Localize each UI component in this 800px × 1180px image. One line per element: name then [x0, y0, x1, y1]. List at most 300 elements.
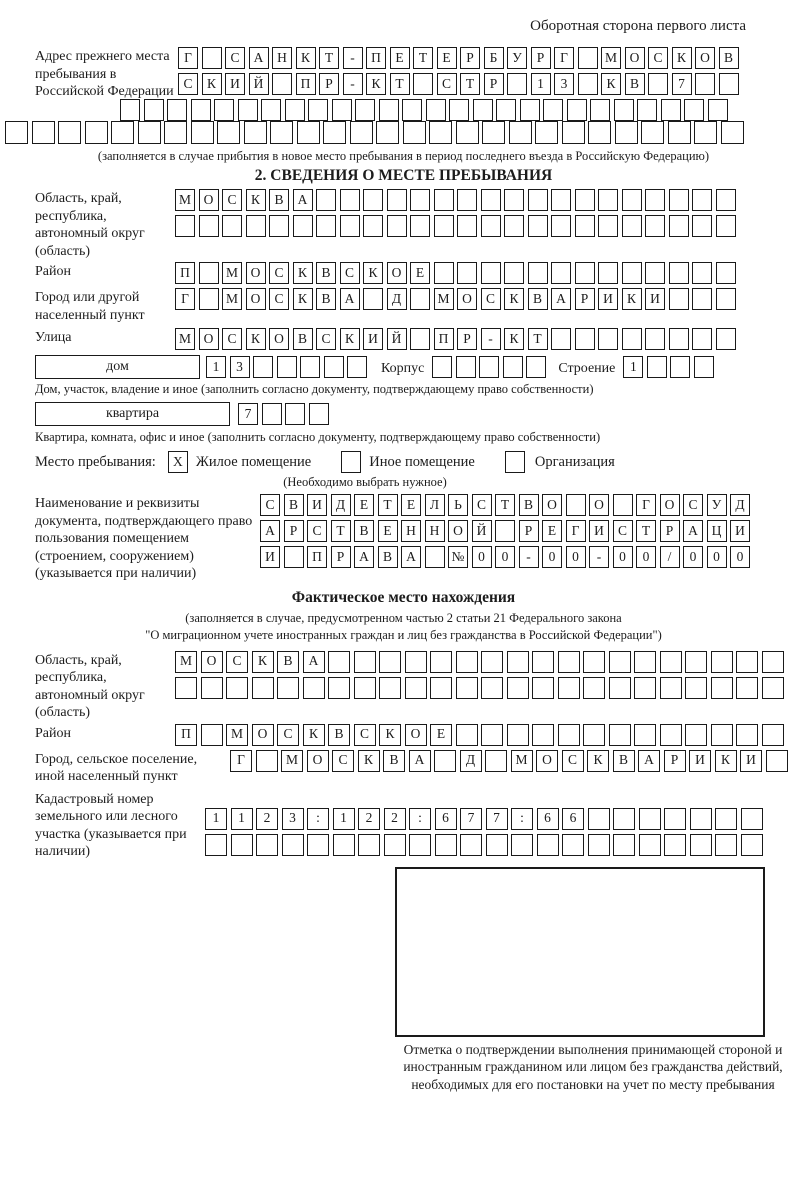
char-cell: Р [457, 328, 477, 350]
char-cell [575, 215, 595, 237]
char-cell [558, 677, 580, 699]
char-cell [711, 651, 733, 673]
char-cell [588, 121, 611, 144]
prev-address-cell-rows [178, 47, 739, 121]
char-cell: 6 [562, 808, 584, 830]
prev-address-footnote: (заполняется в случае прибытия в новое место пребывания в период последнего въезда в Российскую Федерацию) [97, 149, 710, 163]
char-cell: О [625, 47, 645, 69]
char-cell: Е [430, 724, 452, 746]
char-cell [543, 99, 563, 121]
char-cell [111, 121, 134, 144]
char-cell [425, 546, 445, 568]
stay-option-other-label: Иное помещение [369, 453, 475, 470]
char-cell: 0 [542, 546, 562, 568]
actual-district-cells-row [175, 724, 784, 746]
district-block [35, 262, 772, 284]
char-cell: К [246, 189, 266, 211]
char-cell [284, 546, 304, 568]
char-cell [285, 99, 305, 121]
char-cell [695, 73, 715, 95]
actual-district-label: Район [35, 725, 71, 741]
char-cell [648, 73, 668, 95]
char-cell [332, 99, 352, 121]
char-cell: Г [554, 47, 574, 69]
stay-type-label: Место пребывания: [35, 453, 156, 470]
char-cell [716, 215, 736, 237]
apartment-row [35, 402, 772, 426]
char-cell [308, 99, 328, 121]
confirmation-stamp-caption: Отметка о подтверждении выполнения принимающей стороной и иностранным гражданином или лицом без гражданства действий, необходимых для его постановки на учет по месту пребывания [403, 1041, 783, 1092]
char-cell: Р [575, 288, 595, 310]
stroenie-cells [623, 356, 714, 378]
char-cell: - [343, 47, 363, 69]
char-cell [307, 834, 329, 856]
char-cell [358, 834, 380, 856]
prev-address-cells-row-3 [120, 99, 739, 121]
char-cell: Н [425, 520, 445, 542]
char-cell [736, 724, 758, 746]
char-cell [277, 677, 299, 699]
actual-location-note-1: (заполняется в случае, предусмотренном частью 2 статьи 21 Федерального закона [185, 610, 622, 625]
char-cell [479, 356, 499, 378]
char-cell: 1 [205, 808, 227, 830]
char-cell [430, 651, 452, 673]
char-cell: Д [460, 750, 482, 772]
char-cell: О [246, 262, 266, 284]
char-cell: И [589, 520, 609, 542]
char-cell [503, 356, 523, 378]
char-cell [504, 215, 524, 237]
char-cell: Й [387, 328, 407, 350]
char-cell: В [519, 494, 539, 516]
char-cell: С [277, 724, 299, 746]
korpus-label: Корпус [381, 360, 425, 376]
char-cell [144, 99, 164, 121]
char-cell [694, 356, 714, 378]
char-cell: Й [249, 73, 269, 95]
apartment-cells [238, 403, 329, 425]
char-cell [669, 215, 689, 237]
char-cell: Г [178, 47, 198, 69]
house-caption: Дом, участок, владение и иное (заполнить согласно документу, подтверждающему право собственности) [35, 382, 594, 396]
char-cell: Р [331, 546, 351, 568]
street-label: Улица [35, 330, 72, 345]
char-cell [526, 356, 546, 378]
cadastre-cells-row-2 [205, 834, 763, 856]
char-cell [622, 189, 642, 211]
char-cell [590, 99, 610, 121]
char-cell: О [695, 47, 715, 69]
char-cell [634, 677, 656, 699]
char-cell [762, 724, 784, 746]
char-cell: К [293, 288, 313, 310]
char-cell [716, 328, 736, 350]
char-cell [435, 834, 457, 856]
char-cell [575, 262, 595, 284]
char-cell [387, 189, 407, 211]
char-cell: К [246, 328, 266, 350]
char-cell: И [225, 73, 245, 95]
char-cell [410, 215, 430, 237]
char-cell: - [481, 328, 501, 350]
char-cell: Т [460, 73, 480, 95]
actual-region-label: Область, край, республика, автономный округ (область) [35, 652, 145, 720]
char-cell [253, 356, 273, 378]
char-cell [598, 262, 618, 284]
char-cell: И [363, 328, 383, 350]
char-cell: А [401, 546, 421, 568]
stay-option-residential-label: Жилое помещение [195, 453, 312, 470]
char-cell: О [252, 724, 274, 746]
char-cell [238, 99, 258, 121]
char-cell [504, 262, 524, 284]
char-cell [567, 99, 587, 121]
char-cell: К [715, 750, 737, 772]
char-cell [175, 215, 195, 237]
char-cell [303, 677, 325, 699]
char-cell [551, 262, 571, 284]
char-cell: П [175, 724, 197, 746]
char-cell: В [383, 750, 405, 772]
char-cell: О [201, 651, 223, 673]
char-cell [456, 677, 478, 699]
char-cell [634, 724, 656, 746]
char-cell: 0 [730, 546, 750, 568]
char-cell: М [175, 651, 197, 673]
char-cell: О [387, 262, 407, 284]
char-cell [402, 99, 422, 121]
char-cell: О [307, 750, 329, 772]
prev-address-label: Адрес прежнего места пребывания в Российской Федерации [35, 49, 174, 99]
char-cell [766, 750, 788, 772]
region-cell-rows [175, 189, 736, 237]
char-cell: К [587, 750, 609, 772]
region-cells-row-1 [175, 189, 736, 211]
char-cell [262, 403, 282, 425]
char-cell: В [354, 520, 374, 542]
char-cell: О [457, 288, 477, 310]
char-cell: Е [410, 262, 430, 284]
char-cell: И [740, 750, 762, 772]
char-cell [690, 808, 712, 830]
char-cell [613, 808, 635, 830]
char-cell: 1 [333, 808, 355, 830]
actual-city-label: Город, сельское поселение, иной населенный пункт [35, 751, 198, 784]
char-cell [528, 262, 548, 284]
char-cell: П [296, 73, 316, 95]
char-cell [660, 651, 682, 673]
char-cell: В [316, 288, 336, 310]
char-cell [481, 215, 501, 237]
char-cell [507, 724, 529, 746]
char-cell: Т [319, 47, 339, 69]
char-cell [120, 99, 140, 121]
char-cell: Н [401, 520, 421, 542]
char-cell: В [528, 288, 548, 310]
char-cell [715, 808, 737, 830]
char-cell: № [448, 546, 468, 568]
char-cell: Р [484, 73, 504, 95]
char-cell [622, 215, 642, 237]
char-cell: М [434, 288, 454, 310]
char-cell: А [409, 750, 431, 772]
char-cell: В [277, 651, 299, 673]
char-cell [645, 189, 665, 211]
char-cell: Р [531, 47, 551, 69]
char-cell: А [293, 189, 313, 211]
char-cell [201, 677, 223, 699]
char-cell [694, 121, 717, 144]
char-cell [578, 47, 598, 69]
char-cell [558, 724, 580, 746]
char-cell: К [622, 288, 642, 310]
char-cell: 6 [435, 808, 457, 830]
char-cell [403, 121, 426, 144]
char-cell [277, 356, 297, 378]
char-cell [575, 328, 595, 350]
actual-region-cell-rows [175, 651, 784, 699]
char-cell [355, 99, 375, 121]
char-cell [456, 724, 478, 746]
char-cell [333, 834, 355, 856]
char-cell: В [719, 47, 739, 69]
char-cell [716, 189, 736, 211]
char-cell: В [613, 750, 635, 772]
char-cell [532, 677, 554, 699]
char-cell [685, 651, 707, 673]
char-cell: В [378, 546, 398, 568]
actual-city-block [35, 750, 772, 786]
prev-address-block [35, 47, 772, 121]
char-cell [309, 403, 329, 425]
char-cell [434, 215, 454, 237]
char-cell: 7 [238, 403, 258, 425]
char-cell [269, 215, 289, 237]
char-cell [664, 808, 686, 830]
char-cell: С [332, 750, 354, 772]
char-cell [598, 215, 618, 237]
char-cell [562, 121, 585, 144]
char-cell [622, 262, 642, 284]
char-cell [495, 520, 515, 542]
char-cell [217, 121, 240, 144]
house-box: дом [35, 355, 200, 379]
char-cell [293, 215, 313, 237]
char-cell: С [354, 724, 376, 746]
char-cell: П [366, 47, 386, 69]
char-cell [647, 356, 667, 378]
stroenie-label: Строение [558, 360, 616, 376]
char-cell [613, 834, 635, 856]
char-cell: С [437, 73, 457, 95]
char-cell: К [504, 328, 524, 350]
char-cell: А [683, 520, 703, 542]
char-cell [684, 99, 704, 121]
prev-address-cells-row-2 [178, 73, 739, 95]
char-cell: Д [387, 288, 407, 310]
street-block [35, 328, 772, 350]
char-cell [622, 328, 642, 350]
char-cell: - [343, 73, 363, 95]
char-cell [609, 724, 631, 746]
char-cell: Ь [448, 494, 468, 516]
char-cell [716, 288, 736, 310]
char-cell: С [178, 73, 198, 95]
char-cell [578, 73, 598, 95]
char-cell [692, 288, 712, 310]
cadastre-cell-rows [205, 808, 763, 856]
char-cell: 0 [636, 546, 656, 568]
char-cell: 0 [707, 546, 727, 568]
document-label: Наименование и реквизиты документа, подтверждающего право пользования помещением (строением, сооружением) (указывается при наличии) [35, 496, 253, 581]
confirmation-stamp-box [395, 867, 765, 1037]
char-cell: 0 [566, 546, 586, 568]
char-cell [721, 121, 744, 144]
char-cell [456, 121, 479, 144]
char-cell [481, 677, 503, 699]
char-cell [481, 189, 501, 211]
char-cell [532, 724, 554, 746]
char-cell: С [562, 750, 584, 772]
char-cell: К [363, 262, 383, 284]
char-cell [457, 262, 477, 284]
char-cell [669, 288, 689, 310]
char-cell [387, 215, 407, 237]
char-cell [588, 834, 610, 856]
char-cell [637, 99, 657, 121]
char-cell [496, 99, 516, 121]
char-cell: С [222, 189, 242, 211]
char-cell: К [379, 724, 401, 746]
char-cell: Т [378, 494, 398, 516]
char-cell: Е [390, 47, 410, 69]
char-cell [226, 677, 248, 699]
char-cell: П [434, 328, 454, 350]
char-cell [562, 834, 584, 856]
char-cell: 2 [384, 808, 406, 830]
char-cell: / [660, 546, 680, 568]
char-cell: 2 [256, 808, 278, 830]
char-cell: Г [636, 494, 656, 516]
char-cell [449, 99, 469, 121]
char-cell [244, 121, 267, 144]
char-cell: С [648, 47, 668, 69]
char-cell: У [507, 47, 527, 69]
char-cell: И [598, 288, 618, 310]
actual-region-cells-row-2 [175, 677, 784, 699]
char-cell: А [340, 288, 360, 310]
char-cell [340, 215, 360, 237]
char-cell [316, 215, 336, 237]
char-cell [736, 651, 758, 673]
char-cell: 1 [531, 73, 551, 95]
house-row [35, 355, 772, 379]
char-cell: В [316, 262, 336, 284]
char-cell [199, 215, 219, 237]
char-cell: Л [425, 494, 445, 516]
char-cell: Е [437, 47, 457, 69]
char-cell [410, 328, 430, 350]
char-cell [285, 403, 305, 425]
char-cell: С [307, 520, 327, 542]
char-cell [410, 189, 430, 211]
document-cell-rows [260, 494, 750, 568]
char-cell [460, 834, 482, 856]
char-cell: О [269, 328, 289, 350]
char-cell [199, 262, 219, 284]
char-cell [669, 328, 689, 350]
char-cell [256, 750, 278, 772]
char-cell: И [307, 494, 327, 516]
char-cell: В [328, 724, 350, 746]
char-cell [660, 724, 682, 746]
char-cell [507, 651, 529, 673]
char-cell: Р [460, 47, 480, 69]
char-cell [323, 121, 346, 144]
char-cell [201, 724, 223, 746]
char-cell [715, 834, 737, 856]
char-cell [507, 73, 527, 95]
char-cell [507, 677, 529, 699]
char-cell: Т [413, 47, 433, 69]
char-cell: С [260, 494, 280, 516]
char-cell [432, 356, 452, 378]
char-cell: Г [175, 288, 195, 310]
char-cell: А [551, 288, 571, 310]
char-cell: Ц [707, 520, 727, 542]
korpus-cells [432, 356, 546, 378]
stay-option-organization-label: Организация [534, 453, 615, 470]
char-cell [685, 724, 707, 746]
char-cell [598, 189, 618, 211]
char-cell [246, 215, 266, 237]
char-cell: 3 [282, 808, 304, 830]
char-cell [528, 215, 548, 237]
char-cell [405, 651, 427, 673]
char-cell: 1 [231, 808, 253, 830]
char-cell: М [175, 328, 195, 350]
char-cell [645, 215, 665, 237]
char-cell [482, 121, 505, 144]
char-cell [202, 47, 222, 69]
char-cell [609, 677, 631, 699]
char-cell [692, 189, 712, 211]
char-cell: Р [284, 520, 304, 542]
char-cell [598, 328, 618, 350]
char-cell [363, 288, 383, 310]
char-cell: Р [660, 520, 680, 542]
actual-location-note-2: "О миграционном учете иностранных граждан и лиц без гражданства в Российской Федерации") [145, 627, 662, 642]
char-cell: 3 [230, 356, 250, 378]
stay-option-other-checkbox [341, 451, 361, 473]
char-cell [660, 677, 682, 699]
char-cell: В [625, 73, 645, 95]
char-cell: С [222, 328, 242, 350]
char-cell: Г [566, 520, 586, 542]
char-cell: О [542, 494, 562, 516]
char-cell [205, 834, 227, 856]
char-cell: Р [664, 750, 686, 772]
char-cell [711, 724, 733, 746]
char-cell: М [226, 724, 248, 746]
char-cell: М [511, 750, 533, 772]
char-cell: 7 [486, 808, 508, 830]
char-cell: К [252, 651, 274, 673]
char-cell: П [307, 546, 327, 568]
char-cell [231, 834, 253, 856]
char-cell [641, 121, 664, 144]
char-cell: Н [272, 47, 292, 69]
